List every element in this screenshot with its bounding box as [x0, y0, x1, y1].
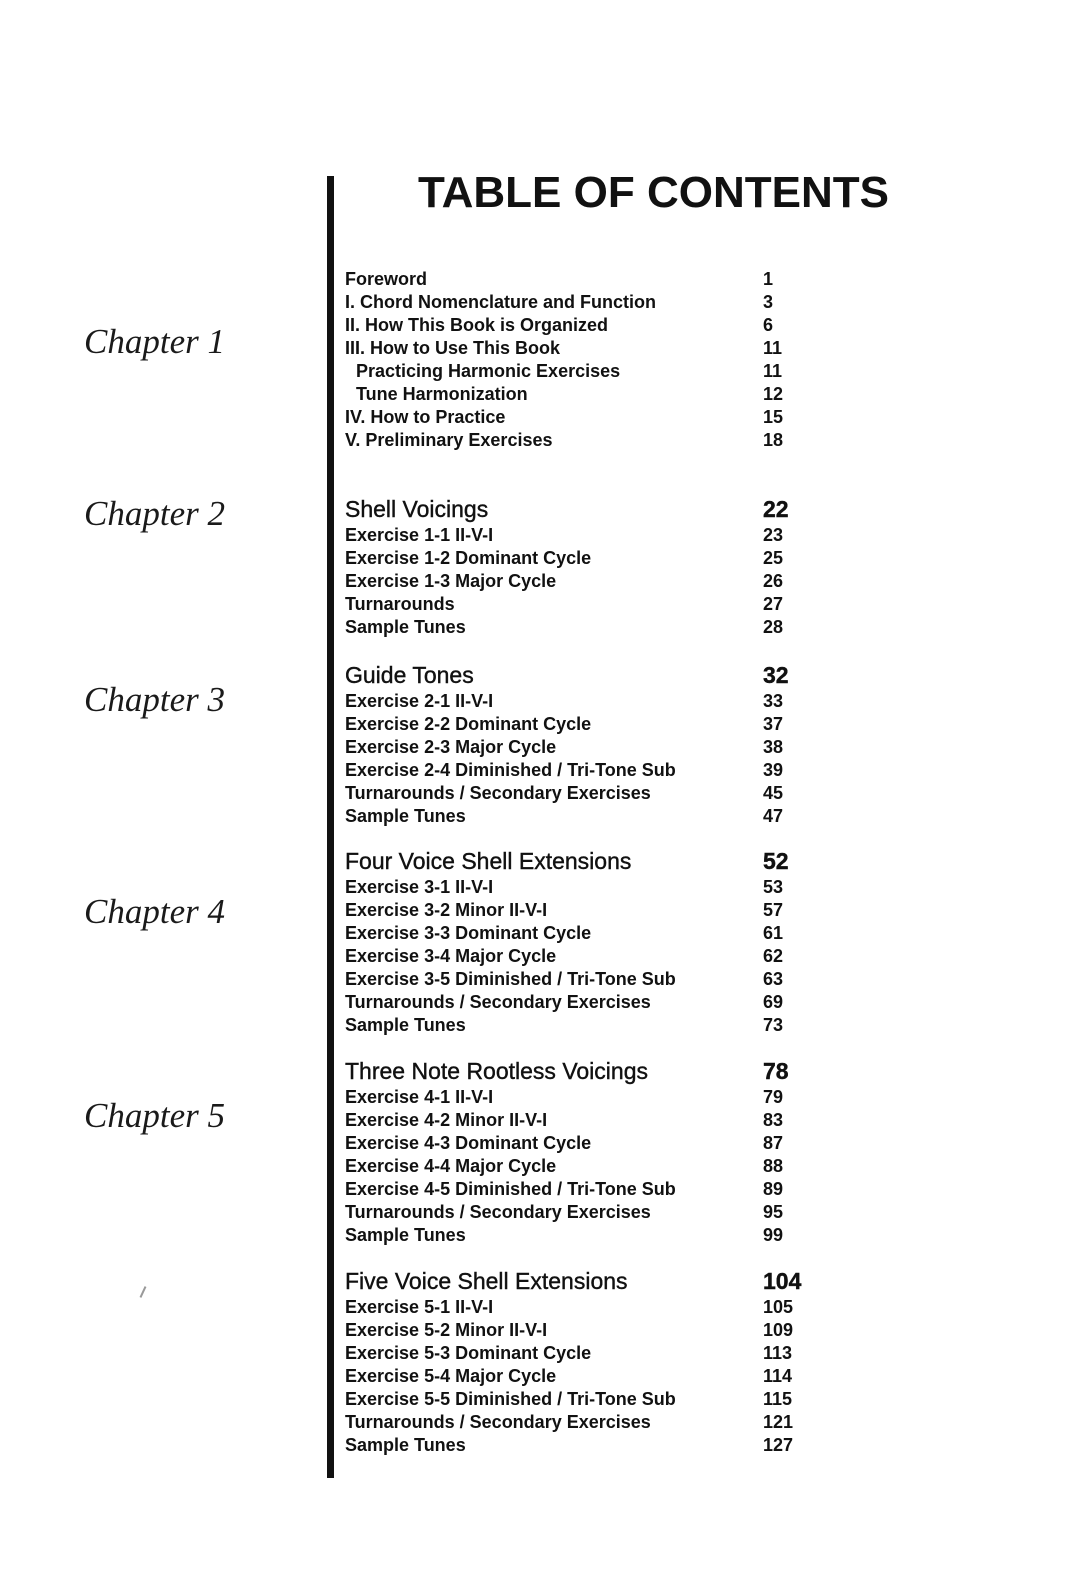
toc-entry-label: Turnarounds / Secondary Exercises — [345, 1412, 651, 1432]
toc-entry[interactable] — [345, 876, 805, 899]
toc-entry-page: 121 — [763, 1412, 794, 1432]
chapter-heading[interactable] — [345, 660, 805, 690]
chapter-label-3: Chapter 3 — [84, 680, 225, 719]
toc-entry-page: 27 — [763, 594, 784, 614]
toc-entry-page: 61 — [763, 923, 784, 943]
toc-entry-label: Sample Tunes — [345, 1015, 466, 1035]
toc-entry-label: Turnarounds — [345, 594, 455, 614]
chapter-heading[interactable] — [345, 494, 805, 524]
toc-entry-label: Sample Tunes — [345, 806, 466, 826]
chapter-label-4: Chapter 4 — [84, 892, 225, 931]
toc-entry-page: 114 — [763, 1366, 793, 1386]
toc-entry-label: Foreword — [345, 269, 428, 289]
toc-entry[interactable] — [345, 593, 805, 616]
toc-entry-page: 105 — [763, 1297, 794, 1317]
toc-entry-label: Practicing Harmonic Exercises — [356, 361, 621, 381]
toc-entry-page: 53 — [763, 877, 784, 897]
toc-entry-page: 109 — [763, 1320, 794, 1340]
toc-entry[interactable] — [345, 337, 805, 360]
toc-entry-label: Exercise 4-5 Diminished / Tri-Tone Sub — [345, 1179, 676, 1199]
toc-entry-label: II. How This Book is Organized — [345, 315, 609, 335]
toc-entry-label: Exercise 5-4 Major Cycle — [345, 1366, 557, 1386]
toc-entry[interactable] — [345, 291, 805, 314]
toc-entry-page: 11 — [763, 338, 783, 358]
toc-entry-page: 25 — [763, 548, 784, 568]
toc-entry-label: Exercise 4-3 Dominant Cycle — [345, 1133, 592, 1153]
toc-entry[interactable] — [345, 1224, 805, 1247]
toc-entry[interactable] — [345, 1411, 805, 1434]
toc-entry-page: 89 — [763, 1179, 784, 1199]
toc-entry-page: 38 — [763, 737, 784, 757]
toc-entry-page: 69 — [763, 992, 784, 1012]
toc-entry-page: 45 — [763, 783, 784, 803]
toc-entry[interactable] — [345, 524, 805, 547]
toc-entry[interactable] — [345, 616, 805, 639]
toc-entry-page: 39 — [763, 760, 784, 780]
toc-entry[interactable] — [345, 1296, 805, 1319]
chapter-heading-label: Five Voice Shell Extensions — [345, 1268, 628, 1294]
toc-entry-label: V. Preliminary Exercises — [345, 430, 553, 450]
toc-entry-page: 57 — [763, 900, 784, 920]
toc-entry[interactable] — [345, 1319, 805, 1342]
toc-entry-page: 127 — [763, 1435, 794, 1455]
toc-entry-label: Turnarounds / Secondary Exercises — [345, 1202, 651, 1222]
page-title: TABLE OF CONTENTS — [418, 168, 889, 217]
chapter-heading-page: 104 — [763, 1268, 802, 1294]
vertical-rule — [327, 176, 334, 1478]
chapter-3-section — [345, 846, 805, 1037]
toc-entry-label: Exercise 5-1 II-V-I — [345, 1297, 494, 1317]
toc-entry-page: 95 — [763, 1202, 784, 1222]
chapter-heading-page: 32 — [763, 662, 789, 688]
chapter-label-2: Chapter 2 — [84, 494, 225, 533]
toc-entry-label: IV. How to Practice — [345, 407, 506, 427]
toc-entry-label: Exercise 1-2 Dominant Cycle — [345, 548, 592, 568]
toc-entry[interactable] — [345, 1201, 805, 1224]
toc-entry[interactable] — [345, 1014, 805, 1037]
chapter-heading-label: Three Note Rootless Voicings — [345, 1058, 648, 1084]
toc-entry-label: Exercise 3-4 Major Cycle — [345, 946, 557, 966]
toc-entry-page: 113 — [763, 1343, 793, 1363]
toc-entry-label: Exercise 5-3 Dominant Cycle — [345, 1343, 592, 1363]
toc-entry-page: 6 — [763, 315, 774, 335]
toc-entry-label: Exercise 2-3 Major Cycle — [345, 737, 557, 757]
toc-entry[interactable] — [345, 406, 805, 429]
toc-entry-page: 12 — [763, 384, 784, 404]
toc-entry[interactable] — [345, 922, 805, 945]
toc-entry-label: Exercise 3-3 Dominant Cycle — [345, 923, 592, 943]
chapter-heading-label: Guide Tones — [345, 662, 474, 688]
toc-entry-page: 83 — [763, 1110, 784, 1130]
toc-entry-label: III. How to Use This Book — [345, 338, 561, 358]
chapter-1-section — [345, 494, 805, 639]
chapter-label-5: Chapter 5 — [84, 1096, 225, 1135]
chapter-label-1: Chapter 1 — [84, 322, 225, 361]
chapter-heading[interactable] — [345, 1056, 805, 1086]
toc-entry-label: Exercise 2-4 Diminished / Tri-Tone Sub — [345, 760, 676, 780]
toc-entry[interactable] — [345, 945, 805, 968]
toc-entry-page: 87 — [763, 1133, 784, 1153]
toc-entry-page: 28 — [763, 617, 784, 637]
toc-entry[interactable] — [345, 570, 805, 593]
chapter-heading[interactable] — [345, 1266, 805, 1296]
toc-entry[interactable] — [345, 736, 805, 759]
chapter-heading-label: Four Voice Shell Extensions — [345, 848, 632, 874]
toc-entry-label: Exercise 1-1 II-V-I — [345, 525, 494, 545]
chapter-2-section — [345, 660, 805, 828]
toc-entry-page: 33 — [763, 691, 784, 711]
chapter-heading-label: Shell Voicings — [345, 496, 489, 522]
chapter-heading-page: 52 — [763, 848, 789, 874]
toc-entry-label: Turnarounds / Secondary Exercises — [345, 783, 651, 803]
front-matter-section — [345, 268, 805, 452]
toc-entry[interactable] — [345, 1434, 805, 1457]
toc-entry[interactable] — [345, 1388, 805, 1411]
toc-entry-page: 18 — [763, 430, 784, 450]
toc-entry-label: Exercise 5-2 Minor II-V-I — [345, 1320, 548, 1340]
stray-pencil-mark — [140, 1286, 147, 1298]
toc-entry[interactable] — [345, 1086, 805, 1109]
toc-entry[interactable] — [345, 547, 805, 570]
toc-entry-page: 115 — [763, 1389, 793, 1409]
toc-entry-label: Exercise 4-4 Major Cycle — [345, 1156, 557, 1176]
toc-entry-label: Exercise 2-1 II-V-I — [345, 691, 494, 711]
toc-entry[interactable] — [345, 759, 805, 782]
toc-entry-page: 11 — [763, 361, 783, 381]
chapter-heading[interactable] — [345, 846, 805, 876]
chapter-4-section — [345, 1056, 805, 1247]
toc-entry[interactable] — [345, 268, 805, 291]
toc-entry-label: Sample Tunes — [345, 1435, 466, 1455]
toc-entry[interactable] — [345, 805, 805, 828]
toc-entry[interactable] — [345, 1132, 805, 1155]
toc-entry-page: 3 — [763, 292, 774, 312]
toc-entry-label: Sample Tunes — [345, 617, 466, 637]
toc-entry-label: Exercise 2-2 Dominant Cycle — [345, 714, 592, 734]
toc-entry-page: 63 — [763, 969, 784, 989]
toc-entry[interactable] — [345, 968, 805, 991]
toc-entry-label: Exercise 3-1 II-V-I — [345, 877, 494, 897]
toc-entry-page: 62 — [763, 946, 784, 966]
toc-entry[interactable] — [345, 713, 805, 736]
toc-entry-label: Exercise 1-3 Major Cycle — [345, 571, 557, 591]
toc-entry[interactable] — [345, 314, 805, 337]
toc-entry[interactable] — [345, 429, 805, 452]
toc-entry[interactable] — [345, 383, 805, 406]
toc-entry-label: Turnarounds / Secondary Exercises — [345, 992, 651, 1012]
toc-entry-label: Exercise 3-5 Diminished / Tri-Tone Sub — [345, 969, 676, 989]
toc-entry-page: 37 — [763, 714, 784, 734]
toc-entry-page: 26 — [763, 571, 784, 591]
chapter-heading-page: 22 — [763, 496, 789, 522]
chapter-5-section — [345, 1266, 805, 1457]
toc-entry-label: I. Chord Nomenclature and Function — [345, 292, 657, 312]
toc-entry-page: 79 — [763, 1087, 784, 1107]
toc-entry[interactable] — [345, 1109, 805, 1132]
toc-entry[interactable] — [345, 991, 805, 1014]
toc-entry-label: Exercise 4-2 Minor II-V-I — [345, 1110, 548, 1130]
toc-entry-page: 73 — [763, 1015, 784, 1035]
toc-entry-page: 1 — [763, 269, 774, 289]
toc-entry-page: 47 — [763, 806, 784, 826]
toc-entry-page: 88 — [763, 1156, 784, 1176]
chapter-heading-page: 78 — [763, 1058, 789, 1084]
toc-entry-page: 23 — [763, 525, 784, 545]
toc-entry-label: Exercise 5-5 Diminished / Tri-Tone Sub — [345, 1389, 676, 1409]
toc-entry[interactable] — [345, 782, 805, 805]
toc-entry-page: 99 — [763, 1225, 784, 1245]
toc-entry-label: Tune Harmonization — [356, 384, 528, 404]
toc-entry-label: Sample Tunes — [345, 1225, 466, 1245]
toc-entry[interactable] — [345, 899, 805, 922]
toc-entry-page: 15 — [763, 407, 784, 427]
toc-entry[interactable] — [345, 690, 805, 713]
toc-entry[interactable] — [345, 1365, 805, 1388]
toc-entry[interactable] — [345, 1178, 805, 1201]
toc-entry[interactable] — [345, 360, 805, 383]
toc-entry[interactable] — [345, 1155, 805, 1178]
toc-entry[interactable] — [345, 1342, 805, 1365]
toc-entry-label: Exercise 3-2 Minor II-V-I — [345, 900, 548, 920]
toc-entry-label: Exercise 4-1 II-V-I — [345, 1087, 494, 1107]
